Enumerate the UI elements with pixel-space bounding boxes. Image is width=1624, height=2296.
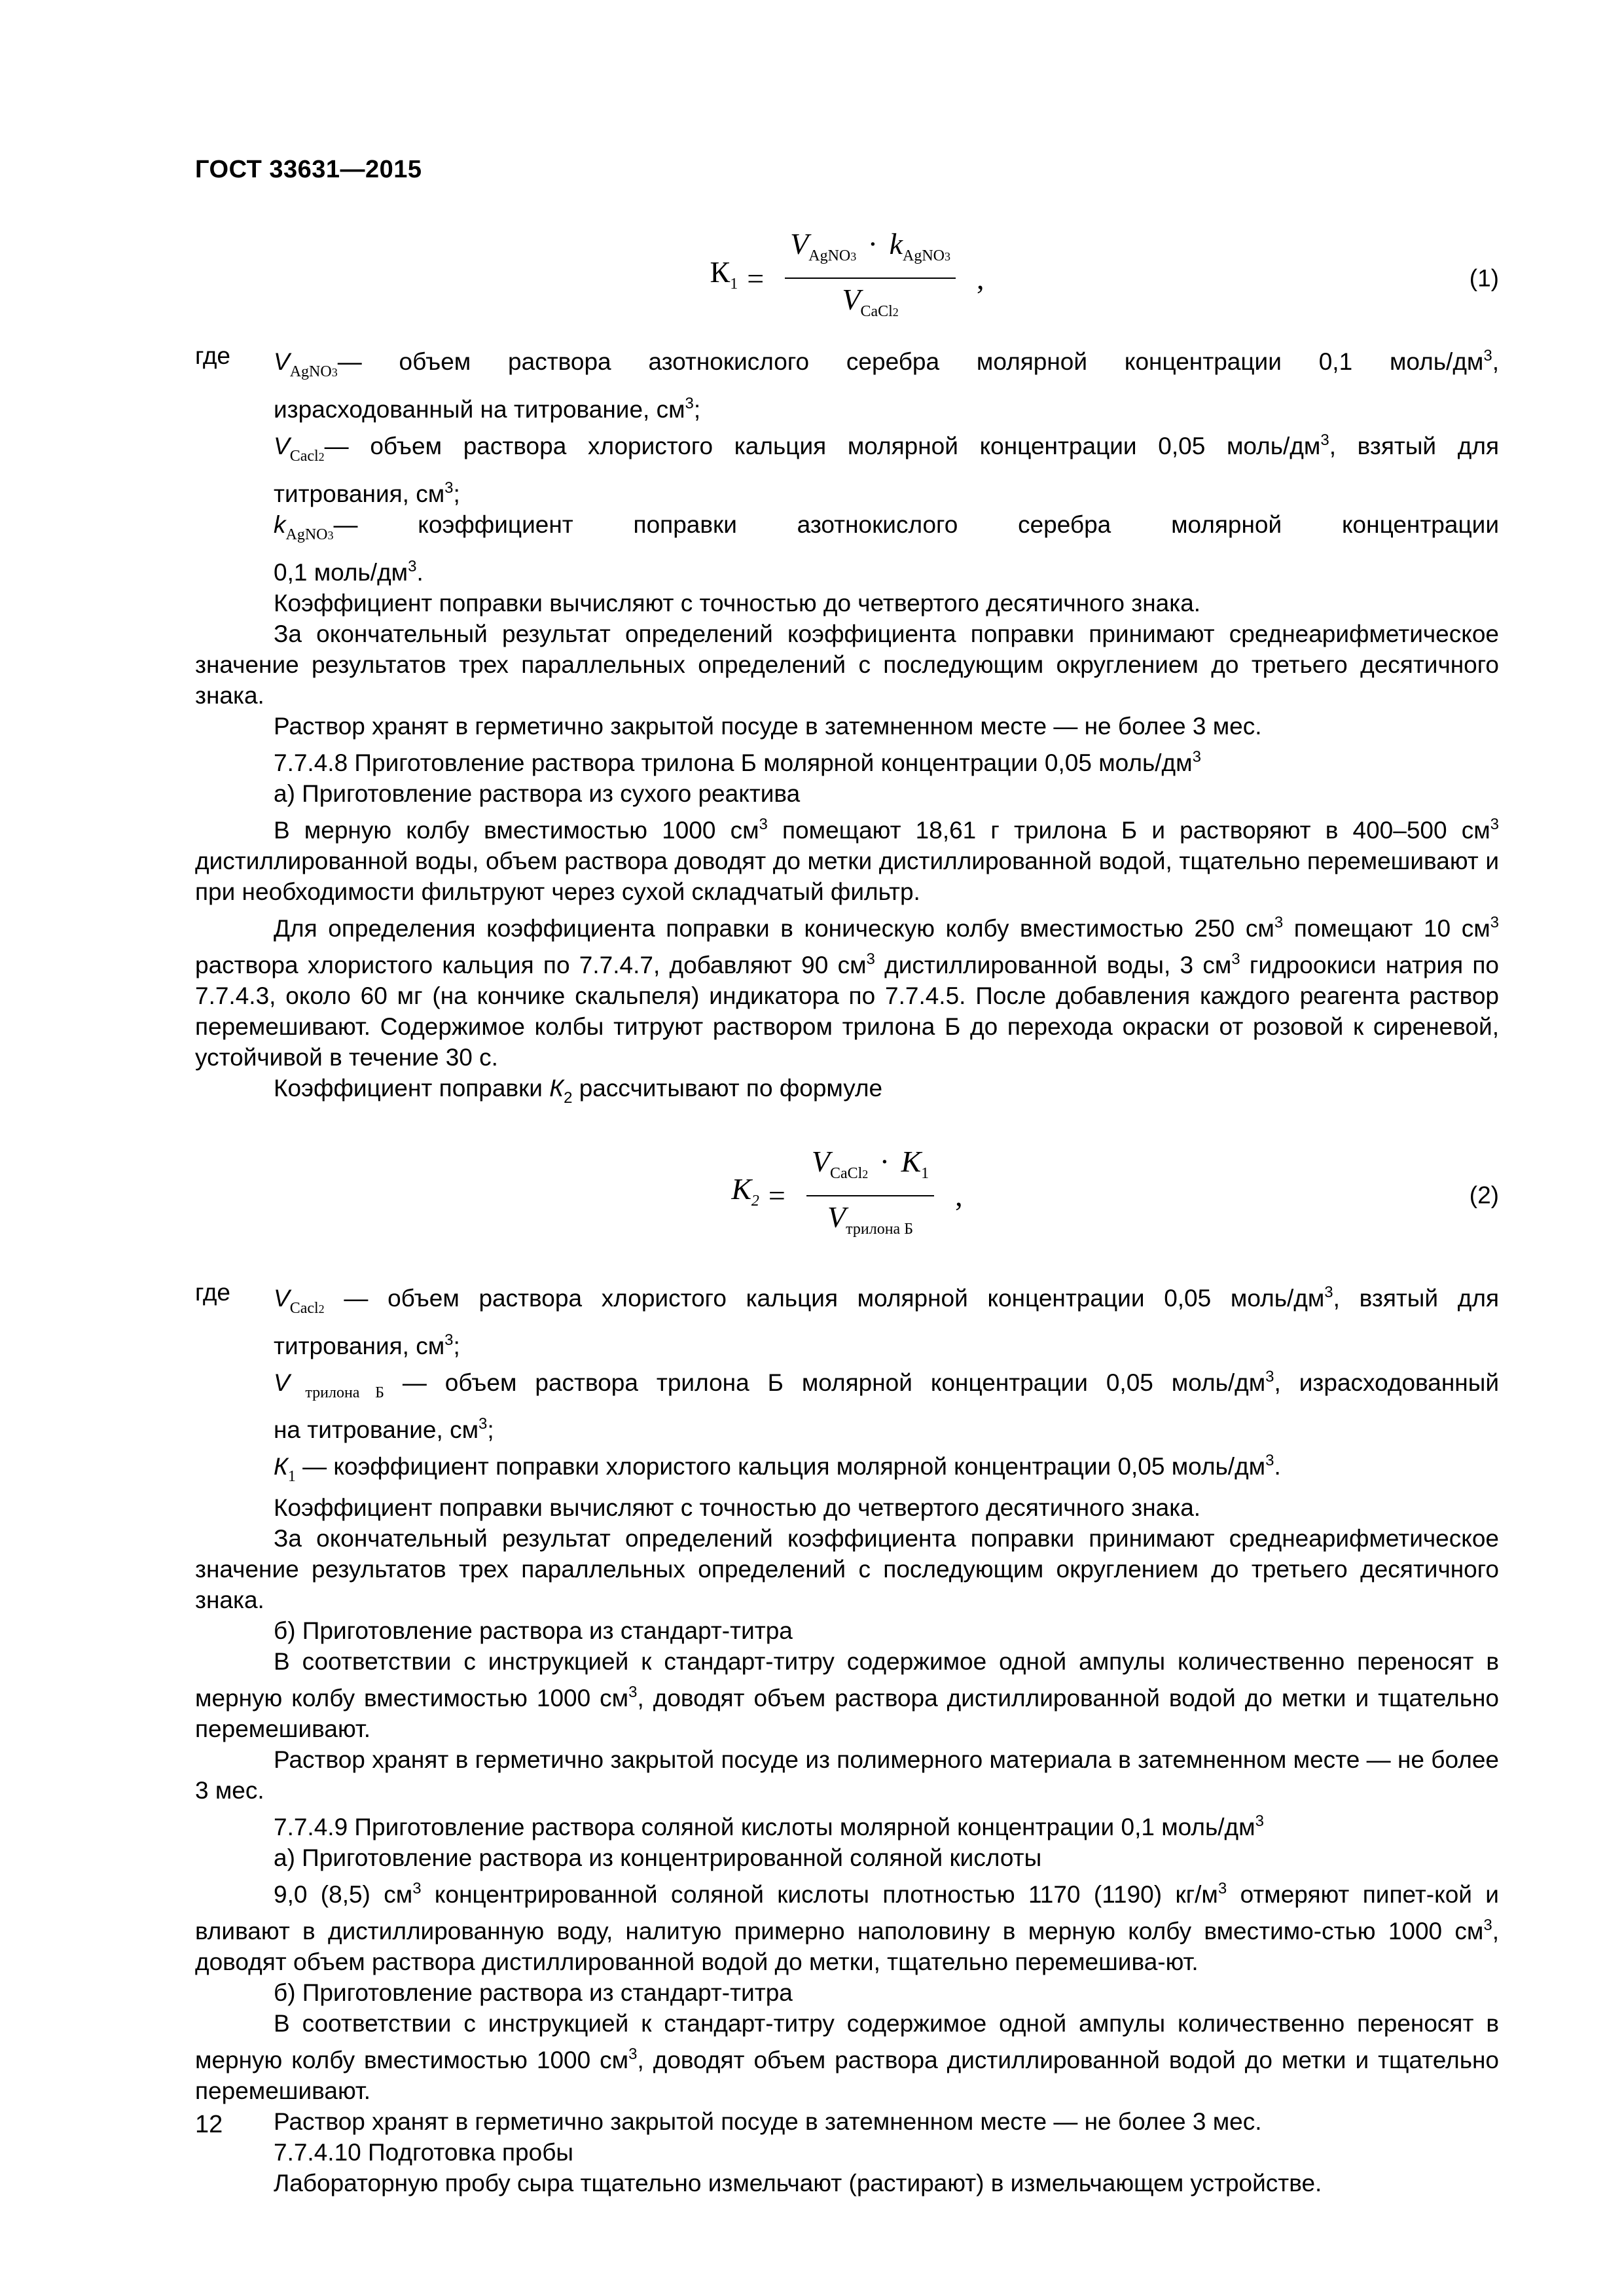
definition-v-trilon-cont: на титрование, $см^3$; <box>274 1415 494 1443</box>
subsection-a-dry-reagent: а) Приготовление раствора из сухого реактива <box>274 780 801 807</box>
paragraph-storage-3: Раствор хранят в герметично закрытой посуде в затемненном месте — не более 3 мес. <box>274 2108 1262 2135</box>
page-number: 12 <box>195 2111 223 2138</box>
paragraph-k2-formula-intro: Коэффициент поправки $К_2$ рассчитывают по формуле <box>274 1075 883 1107</box>
paragraph-standard-titre-1: В соответствии с инструкцией к стандарт-титру содержимое одной ампулы количественно переносят в мерную колбу вместимостью 1000 $см^3$, доводят объем раствора дистиллированной водой до метки и тщательно перемешивают. <box>195 1648 1500 1742</box>
where-block-1 <box>195 340 1499 588</box>
definition-v-agno3-cont: израсходованный на титрование, $см^3$; <box>274 395 701 423</box>
formula-1-denominator: $V_{CaCl2}$ <box>842 283 899 320</box>
formula-2-number: (2) <box>1469 1181 1499 1209</box>
paragraph-storage-1: Раствор хранят в герметично закрытой посуде в затемненном месте — не более 3 мес. <box>274 713 1262 740</box>
definition-k-agno3-cont: 0,1 моль/$дм^3$. <box>274 558 424 586</box>
paragraph-hcl-preparation: 9,0 (8,5) $см^3$ концентрированной соляной кислоты плотностью 1170 (1190) $кг/м^3$ отмеряют пипет-кой и вливают в дистиллированную воду, налитую примерно наполовину в мерную колбу вместимо-стью 1000 $см^3$, доводят объем раствора дистиллированной водой до метки, тщательно перемешива-ют. <box>195 1880 1499 1975</box>
definition-v-cacl2-2-cont: титрования, $см^3$; <box>274 1331 460 1359</box>
section-7-7-4-8-title: 7.7.4.8 Приготовление раствора трилона Б молярной концентрации 0,05 моль/$дм^3$ <box>274 748 1201 776</box>
definition-v-cacl2-cont: титрования, $см^3$; <box>274 479 460 507</box>
formula-1-expression: $К_1$ = $\frac{V_{AgNO3} \cdot k_{AgNO3}}{V_{CaCl2}}$ , <box>710 228 984 328</box>
paragraph-coefficient-determination: Для определения коэффициента поправки в коническую колбу вместимостью 250 $см^3$ помещают 10 $см^3$ раствора хлористого кальция по 7.7.4.7, добавляют 90 $см^3$ дистиллированной воды, 3 $см^3$ гидроокиси натрия по 7.7.4.3, около 60 мг (на кончике скальпеля) индикатора по 7.7.4.5. После добавления каждого реагента раствор перемешивают. Содержимое колбы титруют раствором трилона Б до перехода окраски от розовой к сиреневой, устойчивой в течение 30 с. <box>195 914 1500 1071</box>
formula-2-denominator: $V_{трилона Б}$ <box>827 1200 913 1238</box>
definition-v-agno3: $V_{AgNO3}—$ объем раствора азотнокислого серебра молярной концентрации 0,1 моль/$дм^3$, <box>274 347 1499 380</box>
formula-2-lhs: $К_2$ <box>731 1172 759 1210</box>
document-header: ГОСТ 33631—2015 <box>195 156 422 183</box>
definition-k1: $К_1$ — коэффициент поправки хлористого кальция молярной концентрации 0,05 моль/$дм^3$. <box>274 1452 1281 1485</box>
where-label: где <box>195 342 231 369</box>
formula-1-fraction <box>785 228 956 328</box>
definition-v-trilon: V $_{трилона Б}$ — объем раствора трилона Б молярной концентрации 0,05 моль/$дм^3$, израсходованный <box>274 1368 1499 1401</box>
page-content <box>195 216 1499 2198</box>
subsection-b-standard-titre-1: б) Приготовление раствора из стандарт-титра <box>274 1617 793 1644</box>
paragraph-precision-1: Коэффициент поправки вычисляют с точностью до четвертого десятичного знака. <box>274 590 1201 617</box>
paragraph-final-result-1: За окончательный результат определений коэффициента поправки принимают среднеарифметическое значение результатов трех параллельных определений с последующим округлением до третьего десятичного знака. <box>195 620 1499 709</box>
paragraph-preparation-trilon: В мерную колбу вместимостью 1000 $см^3$ помещают 18,61 г трилона Б и растворяют в 400–500 $см^3$ дистиллированной воды, объем раствора доводят до метки дистиллированной водой, тщательно перемешивают и при необходимости фильтруют через сухой складчатый фильтр. <box>195 816 1499 905</box>
where-block-2 <box>195 1277 1499 1492</box>
paragraph-precision-2: Коэффициент поправки вычисляют с точностью до четвертого десятичного знака. <box>274 1494 1201 1521</box>
subsection-a-concentrated-acid: а) Приготовление раствора из концентрированной соляной кислоты <box>274 1844 1042 1871</box>
where-label: где <box>195 1279 231 1306</box>
section-7-7-4-10-title: 7.7.4.10 Подготовка пробы <box>274 2139 574 2166</box>
formula-1-number: (1) <box>1469 264 1499 292</box>
formula-1 <box>195 216 1499 340</box>
formula-1-lhs: $К_1$ <box>710 255 738 293</box>
formula-2-fraction <box>806 1146 934 1245</box>
paragraph-final-result-2: За окончательный результат определений коэффициента поправки принимают среднеарифметическое значение результатов трех параллельных определений с последующим округлением до третьего десятичного знака. <box>195 1525 1499 1613</box>
formula-1-numerator: $V_{AgNO3} \cdot k_{AgNO3}$ <box>785 228 956 279</box>
definition-k-agno3: $k_{AgNO3}—$ коэффициент поправки азотнокислого серебра молярной концентрации <box>274 511 1499 543</box>
definition-v-cacl2-2: $V_{Cacl2}$ — объем раствора хлористого кальция молярной концентрации 0,05 моль/$дм^3$, взятый для <box>274 1283 1499 1317</box>
formula-2 <box>195 1113 1499 1277</box>
subsection-b-standard-titre-2: б) Приготовление раствора из стандарт-титра <box>274 1979 793 2006</box>
formula-2-numerator: $V_{CaCl2} \cdot К_1$ <box>806 1146 934 1196</box>
section-7-7-4-9-title: 7.7.4.9 Приготовление раствора соляной кислоты молярной концентрации 0,1 моль/$дм^3$ <box>274 1812 1264 1840</box>
definition-v-cacl2: $V_{Cacl2}—$ объем раствора хлористого кальция молярной концентрации 0,05 моль/$дм^3$, взятый для <box>274 431 1499 465</box>
paragraph-standard-titre-2: В соответствии с инструкцией к стандарт-титру содержимое одной ампулы количественно переносят в мерную колбу вместимостью 1000 $см^3$, доводят объем раствора дистиллированной водой до метки и тщательно перемешивают. <box>195 2010 1500 2104</box>
formula-2-expression: $К_2$ = $\frac{V_{CaCl2} \cdot К_1}{V_{трилона Б}}$ , <box>731 1146 962 1245</box>
paragraph-sample-prep: Лабораторную пробу сыра тщательно измельчают (растирают) в измельчающем устройстве. <box>274 2170 1322 2197</box>
paragraph-storage-2: Раствор хранят в герметично закрытой посуде из полимерного материала в затемненном месте — не более 3 мес. <box>195 1746 1499 1804</box>
